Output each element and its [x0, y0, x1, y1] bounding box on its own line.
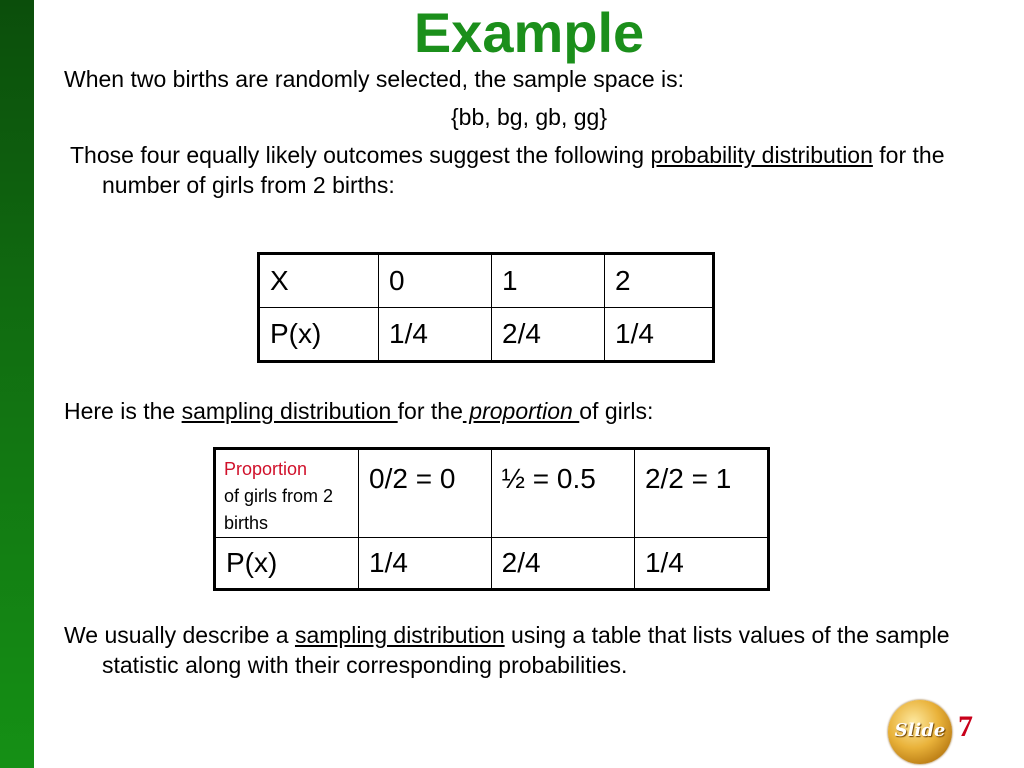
summary-paragraph [64, 620, 1024, 680]
probability-distribution-table [257, 252, 715, 363]
table-row [215, 538, 769, 590]
table-cell: P(x) [215, 538, 359, 590]
table-cell: 2/4 [492, 308, 605, 362]
table-cell: ½ = 0.5 [491, 449, 634, 538]
header-label: of girls from 2 births [224, 486, 334, 533]
table-cell: 2/4 [491, 538, 634, 590]
sample-space-set: {bb, bg, gb, gg} [450, 104, 608, 130]
proportion-term: proportion [462, 398, 580, 424]
slide-badge-icon [888, 700, 952, 764]
table-cell: 2/2 = 1 [634, 449, 768, 538]
paragraph-text: Those four equally likely outcomes suggest the following [70, 142, 651, 168]
slide-title: Example [413, 1, 645, 64]
header-label-red: Proportion [224, 459, 308, 479]
table-cell: 1/4 [605, 308, 714, 362]
table-cell: 0/2 = 0 [359, 449, 492, 538]
slide-badge-text: Slide [894, 720, 946, 741]
paragraph-text: for the [397, 398, 463, 424]
table-row [215, 449, 769, 538]
table-cell: 1/4 [379, 308, 492, 362]
sampling-distribution-table [213, 447, 770, 591]
table-cell: 0 [379, 254, 492, 308]
table-cell: 1/4 [359, 538, 492, 590]
paragraph-text: for the number of girls from 2 births: [102, 142, 945, 198]
side-bar [0, 0, 34, 768]
paragraph-text: We usually describe a [64, 622, 295, 648]
paragraph-text: using a table that lists values of the sample statistic along with their corresponding probabilities. [102, 622, 950, 678]
sample-space-intro: When two births are randomly selected, the sample space is: [64, 66, 685, 92]
table-cell: 1/4 [634, 538, 768, 590]
sampling-distribution-term: sampling distribution [294, 622, 505, 648]
sampling-distribution-intro [64, 396, 653, 426]
table-header-cell [215, 449, 359, 538]
slide-number: 7 [958, 710, 973, 743]
sampling-distribution-term: sampling distribution [181, 398, 398, 424]
distribution-paragraph [64, 140, 982, 200]
table-cell: 2 [605, 254, 714, 308]
table-cell: P(x) [259, 308, 379, 362]
probability-distribution-term: probability distribution [650, 142, 873, 168]
paragraph-text: Here is the [64, 398, 182, 424]
table-row [259, 308, 714, 362]
table-cell: 1 [492, 254, 605, 308]
table-cell: X [259, 254, 379, 308]
paragraph-text: of girls: [579, 398, 654, 424]
table-row [259, 254, 714, 308]
